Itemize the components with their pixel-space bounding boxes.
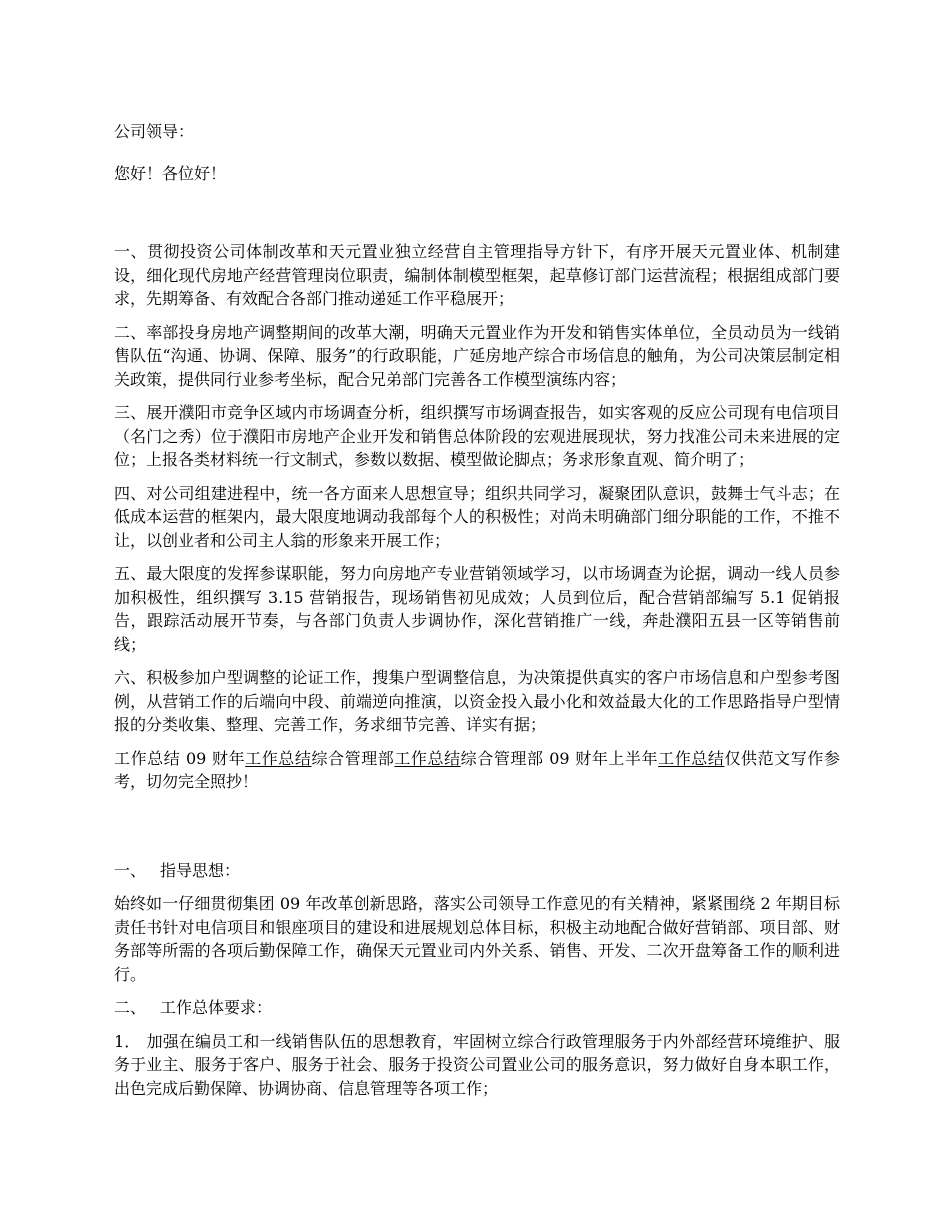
paragraph-3: 三、展开濮阳市竞争区域内市场调查分析，组织撰写市场调查报告，如实客观的反应公司现有电信项目（名门之秀）位于濮阳市房地产企业开发和销售总体阶段的宏观进展现状，努力找准公司未来进展的定位；上报各类材料统一行文制式，参数以数据、模型做论脚点；务求形象直观、简介明了；	[114, 403, 840, 469]
heading-number: 一、	[114, 860, 147, 880]
note-text-4: 仅供范文写作参考，切勿完全照抄！	[114, 748, 840, 791]
note-text-3: 综合管理部 09 财年上半年	[460, 748, 659, 768]
section-heading-overall-requirements	[114, 996, 840, 1020]
paragraph-2: 二、率部投身房地产调整期间的改革大潮，明确天元置业作为开发和销售实体单位，全员动员为一线销售队伍“沟通、协调、保障、服务”的行政职能，广延房地产综合市场信息的触角，为公司决策层制定相关政策，提供同行业参考坐标，配合兄弟部门完善各工作模型演练内容；	[114, 322, 840, 389]
reference-note	[114, 747, 840, 794]
paragraph-4: 四、对公司组建进程中，统一各方面来人思想宣导；组织共同学习，凝聚团队意识，鼓舞士气斗志；在低成本运营的框架内，最大限度地调动我部每个人的积极性；对尚未明确部门细分职能的工作，不推不让，以创业者和公司主人翁的形象来开展工作；	[114, 483, 840, 550]
document-page	[114, 120, 840, 1110]
work-summary-link-1[interactable]: 工作总结	[245, 748, 312, 768]
guiding-thought-paragraph: 始终如一仔细贯彻集团 09 年改革创新思路，落实公司领导工作意见的有关精神，紧紧围绕 2 年期目标责任书针对电信项目和银座项目的建设和进展规划总体目标，积极主动地配合做好营销部、项目部、财务部等所需的各项后勤保障工作，确保天元置业司内外关系、销售、开发、二次开盘筹备工作的顺利进行。	[114, 894, 840, 984]
heading-label: 工作总体要求：	[160, 998, 273, 1017]
work-summary-link-2[interactable]: 工作总结	[394, 748, 461, 768]
greeting-line: 您好！各位好！	[114, 163, 227, 183]
heading-number: 二、	[114, 998, 147, 1017]
note-text-2: 综合管理部	[311, 748, 395, 768]
salutation: 公司领导：	[114, 122, 195, 141]
item-text: 加强在编员工和一线销售队伍的思想教育，牢固树立综合行政管理服务于内外部经营环境维护、服务于业主、服务于客户、服务于社会、服务于投资公司置业公司的服务意识，努力做好自身本职工作，出色完成后勤保障、协调协商、信息管理等各项工作；	[114, 1031, 840, 1098]
section-heading-guiding-thought	[114, 859, 840, 883]
heading-label: 指导思想：	[160, 860, 241, 880]
paragraph-6: 六、积极参加户型调整的论证工作，搜集户型调整信息，为决策提供真实的客户市场信息和户型参考图例，从营销工作的后端向中段、前端逆向推演，以资金投入最小化和效益最大化的工作思路指导户型情报的分类收集、整理、完善工作，务求细节完善、详实有据；	[114, 668, 840, 734]
work-summary-link-3[interactable]: 工作总结	[658, 748, 725, 768]
requirement-item-1	[114, 1030, 840, 1101]
item-number: 1．	[114, 1031, 141, 1051]
paragraph-1: 一、贯彻投资公司体制改革和天元置业独立经营自主管理指导方针下，有序开展天元置业体、机制建设，细化现代房地产经营管理岗位职责，编制体制模型框架，起草修订部门运营流程；根据组成部门要求，先期筹备、有效配合各部门推动递延工作平稳展开；	[114, 242, 840, 308]
note-text-1: 工作总结 09 财年	[114, 748, 246, 768]
paragraph-5: 五、最大限度的发挥参谋职能，努力向房地产专业营销领域学习，以市场调查为论据，调动一线人员参加积极性，组织撰写 3.15 营销报告，现场销售初见成效；人员到位后，配合营销部编写 5.1 促销报告，跟踪活动展开节奏，与各部门负责人步调协作，深化营销推广一线，奔赴濮阳五县一区等销售前线；	[114, 564, 840, 654]
